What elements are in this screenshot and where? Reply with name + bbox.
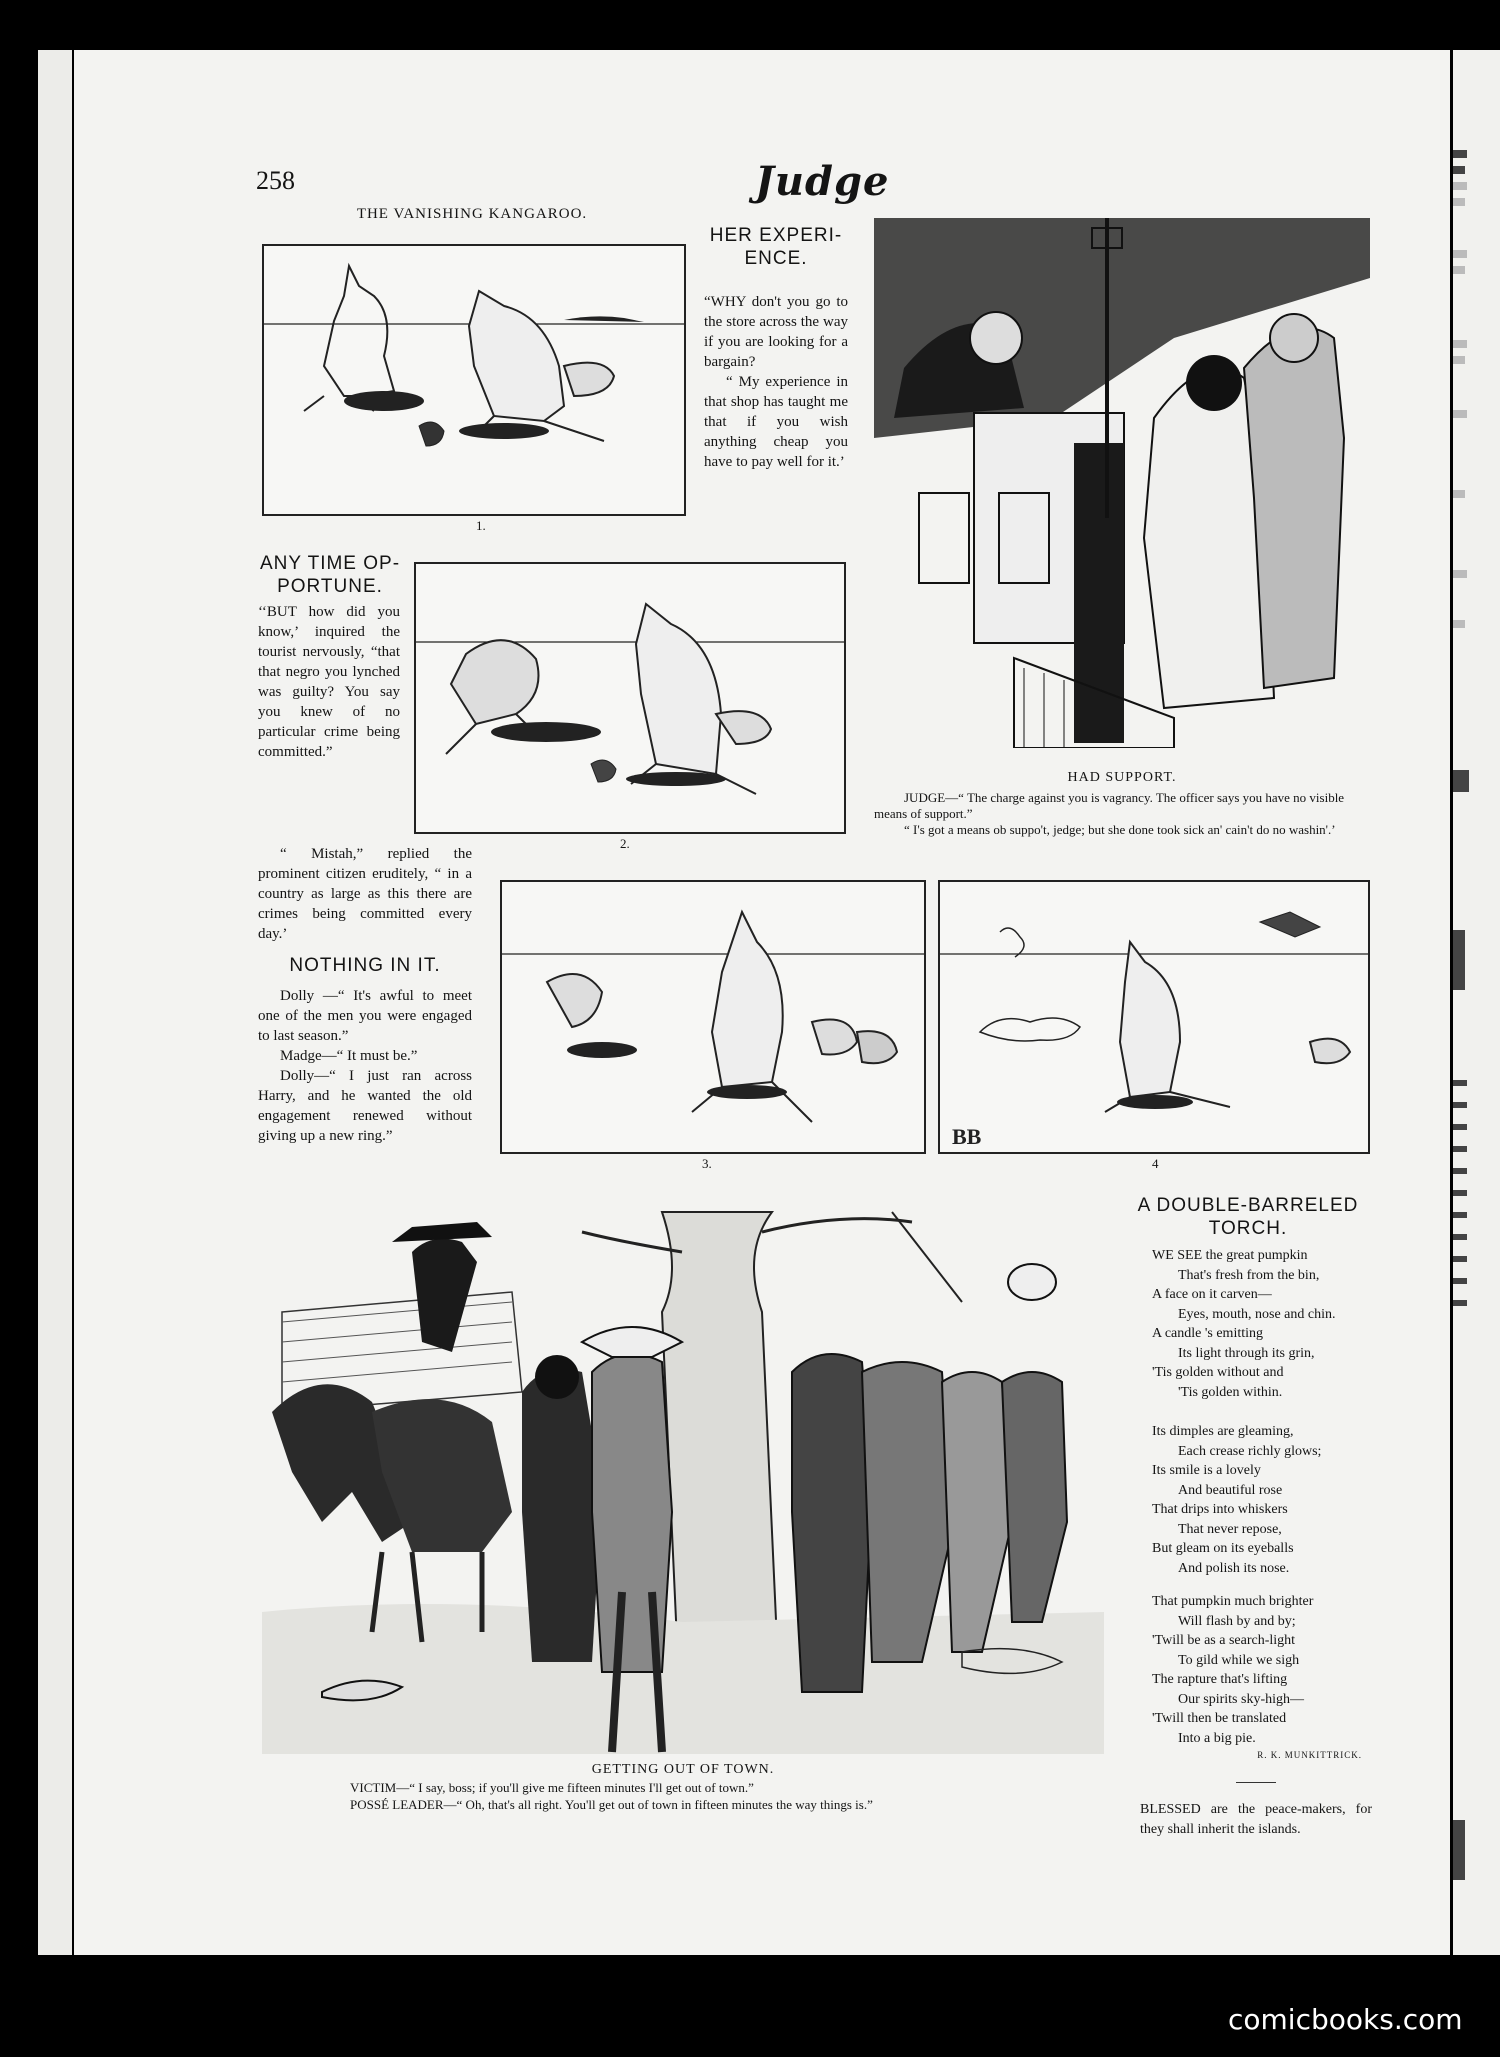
torch-line: Each crease richly glows; xyxy=(1178,1443,1322,1459)
torch-line: The rapture that's lifting xyxy=(1152,1672,1288,1687)
torch-line: Will flash by and by; xyxy=(1178,1613,1296,1629)
opportune-heading xyxy=(258,552,402,598)
experience-heading xyxy=(704,224,848,270)
torch-line: 'Twill then be translated xyxy=(1152,1711,1287,1726)
torch-line: A face on it carven— xyxy=(1152,1287,1272,1302)
experience-paragraph-1: “WHY don't you go to the store across the way if you are looking for a bargain? xyxy=(704,294,848,370)
nothing-heading: NOTHING IN IT. xyxy=(289,955,441,976)
torch-stanza-1 xyxy=(1152,1246,1372,1402)
page-number: 258 xyxy=(256,166,295,195)
torch-line: 'Tis golden without and xyxy=(1152,1365,1284,1380)
experience-paragraph-2: “ My experience in that shop has taught me that if you wish anything cheap you have to pay well for it.’ xyxy=(704,374,848,470)
experience-heading-line-1: HER EXPERI- xyxy=(709,225,843,246)
torch-line: And polish its nose. xyxy=(1178,1560,1290,1576)
torch-line: 'Tis golden within. xyxy=(1178,1384,1283,1400)
had-support-drawing xyxy=(874,218,1370,748)
experience-heading-line-2: ENCE. xyxy=(744,248,808,269)
next-page-edge xyxy=(1453,50,1500,1955)
masthead-logo: Judge xyxy=(755,158,890,205)
torch-line: A candle 's emitting xyxy=(1152,1326,1264,1341)
getting-out-of-town-caption-1: VICTIM—“ I say, boss; if you'll give me fifteen minutes I'll get out of town.” xyxy=(350,1780,754,1795)
kangaroo-strip-title: THE VANISHING KANGAROO. xyxy=(356,206,588,222)
torch-heading xyxy=(1128,1194,1368,1240)
opportune-paragraph-1: ‘‘BUT how did you know,’ inquired the tourist nervously, “that that negro you lynched was guilty? You say you knew of no particular crime being committed.” xyxy=(258,604,400,760)
panel-number-4: 4 xyxy=(1152,1156,1159,1171)
torch-line: 'Twill be as a search-light xyxy=(1152,1633,1296,1648)
opportune-paragraph-2: “ Mistah,” replied the prominent citizen eruditely, “ in a country as large as this there are crimes being committed every day.’ xyxy=(258,846,472,942)
opportune-text-2 xyxy=(258,844,472,944)
torch-line: Its dimples are gleaming, xyxy=(1152,1424,1294,1439)
had-support-illustration xyxy=(874,218,1370,748)
blessed-paragraph: BLESSED are the peace-makers, for they shall inherit the islands. xyxy=(1140,1802,1372,1837)
nothing-text xyxy=(258,986,472,1146)
torch-line: Our spirits sky-high— xyxy=(1178,1691,1304,1707)
torch-line: That drips into whiskers xyxy=(1152,1502,1288,1517)
had-support-title: HAD SUPPORT. xyxy=(1067,770,1177,785)
had-support-caption-2: “ I's got a means ob suppo't, jedge; but she done took sick an' cain't do no washin'.’ xyxy=(904,822,1336,837)
kangaroo-panel-1-drawing xyxy=(264,246,684,514)
kangaroo-panel-3 xyxy=(500,880,926,1154)
torch-line: Into a big pie. xyxy=(1178,1730,1256,1746)
kangaroo-panel-1 xyxy=(262,244,686,516)
facing-page-edge xyxy=(38,50,72,1955)
torch-stanza-2 xyxy=(1152,1422,1372,1578)
getting-out-of-town-title: GETTING OUT OF TOWN. xyxy=(591,1762,775,1777)
torch-heading-line-1: A DOUBLE-BARRELED xyxy=(1137,1195,1359,1216)
torch-line: Eyes, mouth, nose and chin. xyxy=(1178,1306,1336,1322)
torch-heading-line-2: TORCH. xyxy=(1208,1218,1288,1239)
artist-monogram: BB xyxy=(952,1124,982,1149)
panel-number-1: 1. xyxy=(476,518,486,533)
nothing-paragraph-3: Dolly—“ I just ran across Harry, and he wanted the old engagement renewed without giving up a new ring.” xyxy=(258,1068,472,1144)
torch-line: That's fresh from the bin, xyxy=(1178,1267,1320,1283)
kangaroo-panel-3-drawing xyxy=(502,882,924,1152)
kangaroo-panel-2-drawing xyxy=(416,564,844,832)
kangaroo-panel-2 xyxy=(414,562,846,834)
torch-line: Its light through its grin, xyxy=(1178,1345,1315,1361)
kangaroo-panel-4 xyxy=(938,880,1370,1154)
opportune-text xyxy=(258,602,400,762)
torch-line: But gleam on its eyeballs xyxy=(1152,1541,1294,1556)
nothing-paragraph-1: Dolly —“ It's awful to meet one of the men you were engaged to last season.” xyxy=(258,988,472,1044)
watermark-text: comicbooks.com xyxy=(1228,2003,1463,2036)
torch-line: To gild while we sigh xyxy=(1178,1652,1300,1668)
panel-number-2: 2. xyxy=(620,836,630,851)
opportune-heading-line-2: PORTUNE. xyxy=(277,576,383,597)
poem-signature: R. K. MUNKITTRICK. xyxy=(1257,1750,1362,1760)
torch-line: That pumpkin much brighter xyxy=(1152,1594,1314,1609)
kangaroo-panel-4-drawing xyxy=(940,882,1368,1152)
nothing-paragraph-2: Madge—“ It must be.” xyxy=(280,1048,418,1064)
torch-line: That never repose, xyxy=(1178,1521,1282,1537)
torch-line: Its smile is a lovely xyxy=(1152,1463,1261,1478)
getting-out-of-town-caption-2: POSSÉ LEADER—“ Oh, that's all right. You'll get out of town in fifteen minutes the way things is.” xyxy=(350,1797,873,1812)
torch-stanza-3 xyxy=(1152,1592,1372,1748)
divider-rule xyxy=(1236,1782,1276,1783)
torch-line: And beautiful rose xyxy=(1178,1482,1283,1498)
opportune-heading-line-1: ANY TIME OP- xyxy=(259,553,401,574)
had-support-caption-1: JUDGE—“ The charge against you is vagrancy. The officer says you have no visible means of support.” xyxy=(874,790,1345,821)
getting-out-of-town-illustration xyxy=(262,1192,1104,1754)
getting-out-of-town-drawing xyxy=(262,1192,1104,1754)
torch-line: WE SEE the great pumpkin xyxy=(1152,1248,1308,1263)
panel-number-3: 3. xyxy=(702,1156,712,1171)
experience-text xyxy=(704,292,848,472)
